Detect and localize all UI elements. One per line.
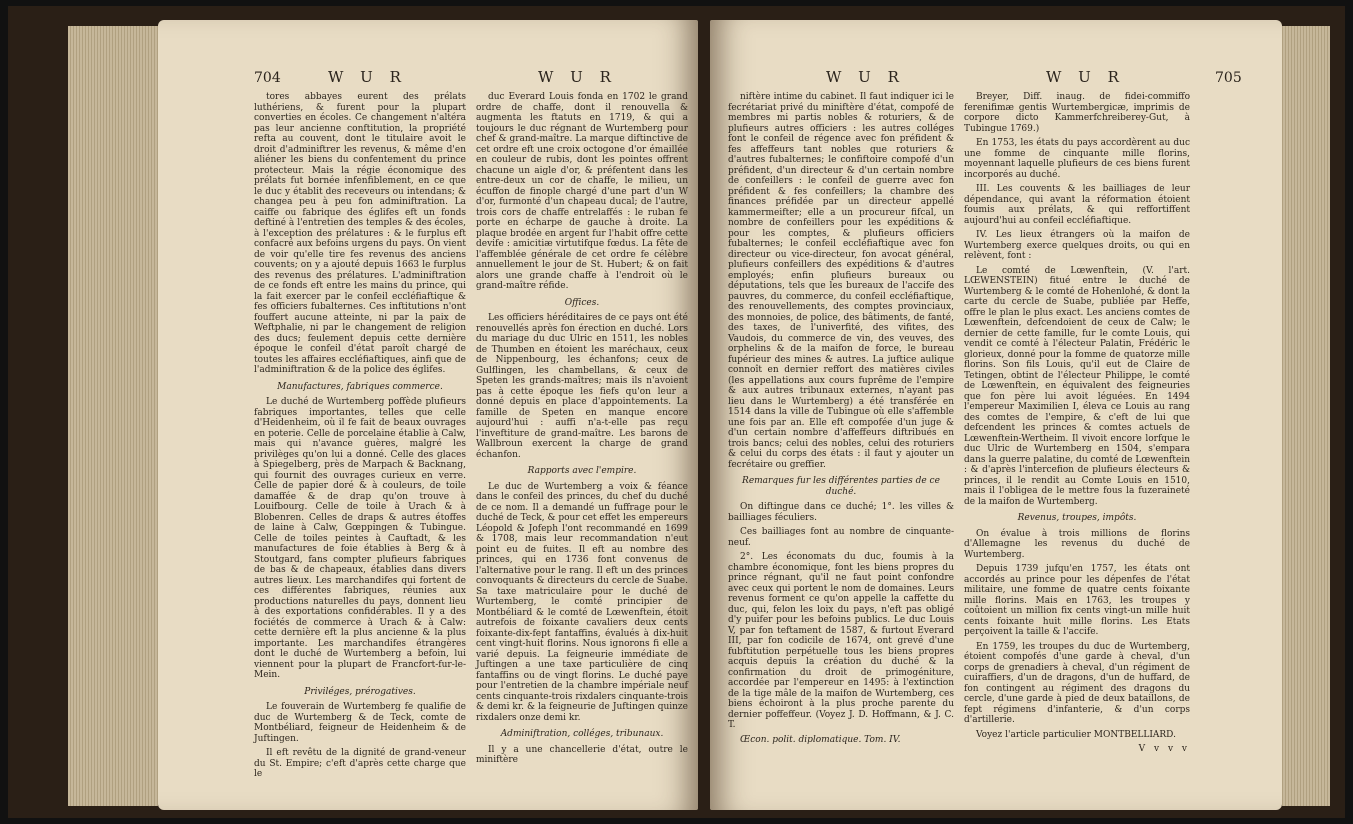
paragraph: On évalue à trois millions de florins d'Allemagne les revenus du duché de Wurtemberg. <box>964 528 1190 560</box>
paragraph: Le duc de Wurtemberg a voix & féance dans le confeil des princes, du chef du duché de ce nom. Il a demandé un fuffrage pour le duché de Teck, & pour cet effet les empereurs Léopold & Jofeph l'ont recommandé en 1699 & 1708, mais leur recommandation n'eut point eu de fuites. Il eft au nombre des princes, qui en 1736 font convenus de l'alternative pour le rang. Il eft un des princes convoquants & directeurs du cercle de Suabe. Sa taxe matriculaire pour le duché de Wurtemberg, le comté principier de Montbéliard & le comté de Lœwenftein, étoit autrefois de foixante cavaliers deux cents foixante-dix-fept fantaffins, évalués à dix-huit cent vingt-huit florins. Nous ignorons fi elle a varié depuis. La feigneurie immédiate de Juftingen a une taxe particulière de cinq fantaffins ou de vingt florins. Le duché paye pour l'entretien de la chambre impériale neuf cents cinquante-trois rixdalers cinquante-trois & demi kr. & la feigneurie de Juftingen quinze rixdalers onze demi kr. <box>476 481 688 723</box>
page-number: 704 <box>254 70 281 86</box>
paragraph: Les officiers héréditaires de ce pays ont été renouvellés après fon érection en duché. Lors du mariage du duc Ulric en 1511, les nobles de Thumben en étoient les maréchaux, ceux de Nippenbourg, les échanfons; ceux de Gulflingen, les chambellans, & ceux de Speten les grands-maîtres; mais ils n'avoient pas à cette époque les fiefs qu'on leur a donné depuis en place d'appointements. La famille de Speten en manque encore aujourd'hui : auffi n'a-t-elle pas reçu l'inveftiture de grand-maître. Les barons de Wallbroun exercent la charge de grand échanfon. <box>476 313 688 460</box>
text-column-1 <box>728 92 954 749</box>
section-heading: Priviléges, prérogatives. <box>304 686 416 697</box>
paragraph: niftère intime du cabinet. Il faut indiquer ici le fecrétariat privé du miniftère d'état, compofé de membres mi partis nobles & roturiers, & de plufieurs autres officiers : les autres colléges font le confeil de régence avec fon préfident & fes affeffeurs tant nobles que roturiers & d'autres fubalternes; le confiftoire compofé d'un préfident, d'un directeur & d'un certain nombre de confeillers : le confeil de guerre avec fon préfident & fes confeillers; la chambre des finances préfidée par un directeur appellé kammermeifter; elle a un procureur fifcal, un nombre de confeillers pour les expéditions & pour les comptes, & plufieurs officiers fubalternes; le confeil eccléfiaftique avec fon directeur ou vice-directeur, fon avocat général, plufieurs confeillers des expéditions & d'autres employés; enfin plufieurs bureaux ou députations, tels que les bureaux de l'accife des pauvres, du commerce, du confeil eccléfiaftique, des renouvellements, des comptes provinciaux, des monnoies, de police, des bâtiments, de fanté, des taxes, de l'univerfité, des vifites, des Vaudois, du commerce de vin, des veuves, des orphelins & de la maifon de force, le bureau fupérieur des mines & autres. La juftice aulique connoît en dernier reffort des matières civiles (les appellations aux cours fuprême de l'empire & aux autres tribunaux externes, n'ayant pas lieu dans le Wurtemberg) a été transférée en 1514 dans la ville de Tubingue où elle s'affemble une fois par an. Elle eft compofée d'un juge & d'un certain nombre d'affeffeurs diftribués en trois bancs; celui des nobles, celui des roturiers & celui du corps des états : il faut y ajouter un fecrétaire ou greffier. <box>728 92 954 470</box>
paragraph: IV. Les lieux étrangers où la maifon de Wurtemberg exerce quelques droits, ou qui en relèvent, font : <box>964 230 1190 261</box>
running-head: W U R <box>328 68 407 86</box>
text-column-2 <box>476 92 688 770</box>
paragraph: On diftingue dans ce duché; 1°. les villes & bailliages féculiers. <box>728 502 954 523</box>
page-edges-right <box>1282 26 1330 806</box>
section-heading: Adminiftration, colléges, tribunaux. <box>500 729 664 739</box>
paragraph: Ces bailliages font au nombre de cinquante-neuf. <box>728 527 954 548</box>
paragraph: Œcon. polit. diplomatique. Tom. IV. <box>740 734 901 745</box>
section-heading: Rapports avec l'empire. <box>527 466 637 476</box>
paragraph: Le fouverain de Wurtemberg fe qualifie de duc de Wurtemberg & de Teck, comte de Montbéliard, feigneur de Heidenheim & de Juftingen. <box>254 702 466 744</box>
paragraph: Breyer, Diff. inaug. de fidei-commiffo ferenifimæ gentis Wurtembergicæ, imprimis de corpore dicto Kammerfchreiberey-Gut, à Tubingue 1769.) <box>964 92 1190 134</box>
paragraph: tores abbayes eurent des prélats luthériens, & furent pour la plupart converties en écoles. Ce changement n'altéra pas leur ancienne conftitution, la propriété refta au couvent, dont le titulaire avoit le droit d'adminiftrer les revenus, & même d'en aliéner les biens du confentement du prince protecteur. Mais la régie économique des prélats fut bornée infenfiblement, en ce que le duc y établit des receveurs ou intendans; & changea peu à peu fon adminiftration. La caiffe ou fabrique des églifes eft un fonds deftiné à l'entretien des temples & des écoles, à l'exception des prélatures : & le furplus eft confacré aux befoins urgens du pays. On vient de voir qu'elle tire fes revenus des anciens couvents; on y a ajouté depuis 1663 le furplus des revenus des prélatures. L'adminiftration de ce fonds eft entre les mains du prince, qui la fait exercer par le confeil eccléfiaftique & fes officiers fubalternes. Ces inftitutions n'ont fouffert aucune atteinte, ni par la paix de Weftphalie, ni par le changement de religion des ducs; feulement depuis cette dernière époque le confeil d'état paroît chargé de toutes les affaires eccléfiaftiques, ainfi que de l'adminiftration & de la police des églifes. <box>254 92 466 375</box>
paragraph: En 1753, les états du pays accordèrent au duc une fomme de cinquante mille florins, moyennant laquelle plufieurs de ces biens furent incorporés au duché. <box>964 138 1190 180</box>
section-heading: Manufactures, fabriques commerce. <box>277 381 443 392</box>
paragraph: Il y a une chancellerie d'état, outre le miniftère <box>476 744 688 765</box>
book-spread <box>8 6 1345 818</box>
right-page <box>710 20 1282 810</box>
paragraph: 2°. Les économats du duc, foumis à la chambre économique, font les biens propres du prince régnant, qu'il ne faut point confondre avec ceux qui portent le nom de domaines. Leurs revenus forment ce qu'on appelle la caffette du duc, qui, felon les loix du pays, n'eft pas obligé d'y puifer pour les befoins publics. Le duc Louis V, par fon teftament de 1587, & furtout Everard III, par fon codicile de 1674, ont grevé d'une fubftitution perpétuelle tous les biens propres acquis depuis la création du duché & la confirmation du droit de primogéniture, accordée par l'empereur en 1495: à l'extinction de la tige mâle de la maifon de Wurtemberg, ces biens échoiront à la plus proche parente du dernier poffeffeur. (Voyez J. D. Hoffmann, & J. C. T. <box>728 552 954 730</box>
paragraph: duc Everard Louis fonda en 1702 le grand ordre de chaffe, dont il renouvella & augmenta les ftatuts en 1719, & qui a toujours le duc régnant de Wurtemberg pour chef & grand-maître. La marque diftinctive de cet ordre eft une croix octogone d'or émaillée en couleur de rubis, dont les pointes offrent chacune un aigle d'or, & préfentent dans les entre-deux un cor de chaffe, le milieu, un écuffon de finople chargé d'une part d'un W d'or, furmonté d'un chapeau ducal; de l'autre, trois cors de chaffe entrelaffés : le ruban fe porte en écharpe de gauche à droite. La plaque brodée en argent fur l'habit offre cette devife : amicitiæ virtutifque fœdus. La fête de l'affemblée générale de cet ordre fe célèbre annuellement le jour de St. Hubert; & on fait alors une grande chaffe à l'endroit où le grand-maître réfide. <box>476 92 688 291</box>
text-column-1 <box>254 92 466 784</box>
section-heading: Remarques fur les différentes parties de ce duché. <box>742 476 940 497</box>
left-page <box>158 20 698 810</box>
paragraph: Le duché de Wurtemberg poffède plufieurs fabriques importantes, telles que celle d'Heidenheim, où il fe fait de beaux ouvrages en poterie. Celle de porcelaine établie à Calw, mais qui n'avance guères, malgré les privilèges qu'on lui a donné. Celle des glaces à Spiegelberg, près de Marpach & Backnang, qui fournit des ouvrages curieux en verre. Celle de papier doré & à couleurs, de toile damaffée & de drap qu'on trouve à Louifbourg. Celle de toile à Urach & à Blobenren. Celles de draps & autres étoffes de laine à Calw, Gœppingen & Tubingue. Celle de toiles peintes à Cauftadt, & les manufactures de foie établies à Berg & à Stoutgard, fans compter plufieurs fabriques de bas & de chapeaux, établies dans divers autres lieux. Les marchandifes qui fortent de ces différentes fabriques, réunies aux productions naturelles du pays, donnent lieu à des exportations confidérables. Il y a des fociétés de commerce à Urach & à Calw: cette dernière eft la plus ancienne & la plus importante. Les marchandifes étrangères dont le duché de Wurtemberg a befoin, lui viennent pour la plupart de Francfort-fur-le-Mein. <box>254 397 466 680</box>
running-head: W U R <box>1046 68 1125 86</box>
paragraph: III. Les couvents & les bailliages de leur dépendance, qui avant la réformation étoient foumis aux prélats, & qui reffortiffent aujourd'hui au confeil eccléfiaftique. <box>964 184 1190 226</box>
paragraph: Le comté de Lœwenftein, (V. l'art. LŒWENSTEIN) fitué entre le duché de Wurtemberg & le comté de Hohenlohé, & dont la carte du cercle de Suabe, publiée par Heffe, offre le plan le plus exact. Les anciens comtes de Lœwenftein, defcendoient de ceux de Calw; le dernier de cette famille, fur le comte Louis, qui vendit ce comté à l'électeur Palatin, Frédéric le glorieux, donné pour la fomme de quatorze mille florins. Son fils Louis, qu'il eut de Claire de Tetingen, obtint de l'électeur Philippe, le comté de Lœwenftein, en équivalent des feigneuries que fon père lui avoit léguées. En 1494 l'empereur Maximilien I, éleva ce Louis au rang des comtes de l'empire, & c'eft de lui que defcendent les princes & comtes actuels de Lœwenftein-Wertheim. Il vivoit encore lorfque le duc Ulric de Wurtemberg en 1504, s'empara dans la guerre palatine, du comté de Lœwenftein : & d'après l'intercefion de plufieurs électeurs & princes, il le rendit au Comte Louis en 1510, mais il l'obligea de le mettre fous la fuzeraineté de la maifon de Wurtemberg. <box>964 265 1190 507</box>
section-heading: Revenus, troupes, impôts. <box>1017 513 1137 523</box>
page-number: 705 <box>1215 70 1242 86</box>
running-head: W U R <box>826 68 905 86</box>
paragraph: En 1759, les troupes du duc de Wurtemberg, étoient compofés d'une garde à cheval, d'un corps de grenadiers à cheval, d'un régiment de cuiraffiers, d'un de dragons, d'un de huffard, de fon contingent au régiment des dragons du cercle, d'une garde à pied de deux bataillons, de fept régimens d'infanterie, & d'un corps d'artillerie. <box>964 641 1190 725</box>
running-head: W U R <box>538 68 617 86</box>
signature-mark: V v v v <box>1138 744 1190 754</box>
section-heading: Offices. <box>564 297 600 308</box>
paragraph: Voyez l'article particulier MONTBELLIARD. <box>976 729 1176 740</box>
text-column-2 <box>964 92 1190 759</box>
page-edges-left <box>68 26 158 806</box>
paragraph: Il eft revêtu de la dignité de grand-veneur du St. Empire; c'eft d'après cette charge que le <box>254 748 466 779</box>
paragraph: Depuis 1739 jufqu'en 1757, les états ont accordés au prince pour les dépenfes de l'état militaire, une fomme de quatre cents foixante mille florins. Mais en 1763, les troupes y coûtoient un million fix cents vingt-un mille huit cents foixante huit mille florins. Les Etats perçoivent la taille & l'accife. <box>964 564 1190 637</box>
